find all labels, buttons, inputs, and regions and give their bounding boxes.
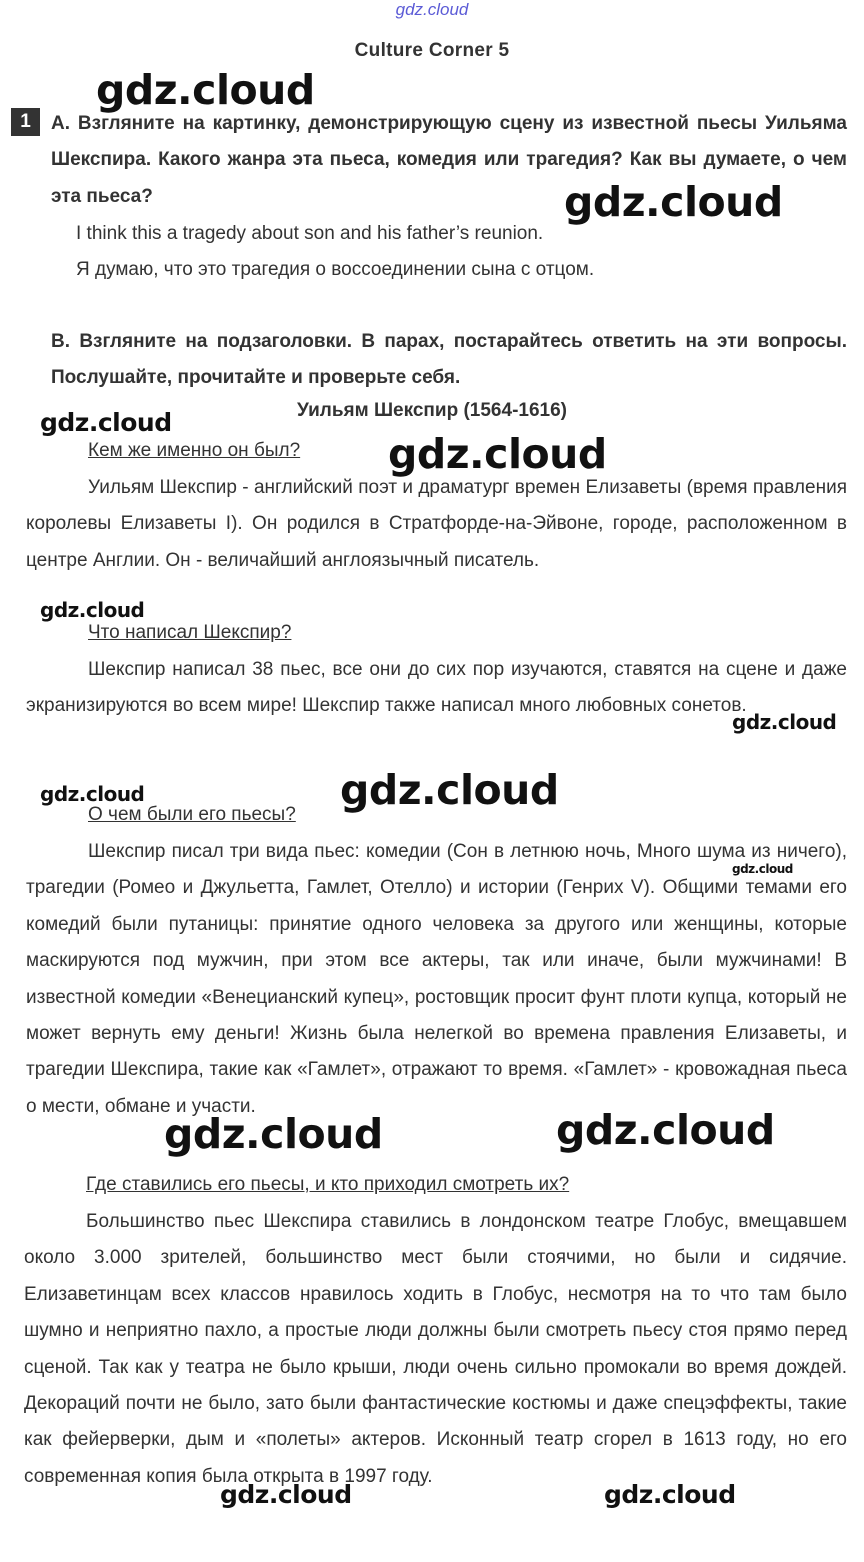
watermark-8: gdz.cloud — [340, 766, 559, 814]
watermark-3: gdz.cloud — [40, 408, 172, 437]
section-text-who-was-he: Уильям Шекспир - английский поэт и драматург времен Елизаветы (время правления королевы Елизаветы I). Он родился в Стратфорде-на-Эйвоне, городе, расположенном в центре Англии. Он - величайший англоязычный писатель. — [26, 477, 847, 571]
watermark-4: gdz.cloud — [388, 430, 607, 478]
section-heading-plays-about: О чем были его пьесы? — [88, 804, 296, 825]
watermark-11: gdz.cloud — [556, 1106, 775, 1154]
site-watermark-top: gdz.cloud — [395, 0, 469, 19]
watermark-9: gdz.cloud — [732, 862, 793, 876]
section-heading-who-was-he: Кем же именно он был? — [88, 440, 301, 461]
exercise-number-badge: 1 — [11, 108, 40, 136]
part-a-answer-ru: Я думаю, что это трагедия о воссоединении сына с отцом. — [76, 259, 595, 280]
watermark-13: gdz.cloud — [604, 1480, 736, 1509]
watermark-1: gdz.cloud — [96, 66, 315, 114]
watermark-5: gdz.cloud — [40, 598, 145, 622]
section-text-where-staged: Большинство пьес Шекспира ставились в лондонском театре Глобус, вмещавшем около 3.000 зрителей, большинство мест были стоячими, но были и сидячие. Елизаветинцам всех классов нравилось ходить в Глобус, несмотря на то что там было шумно и неприятно пахло, а простые люди должны были смотреть пьесу стоя прямо перед сценой. Так как у театра не было крыши, люди очень сильно промокали во время дождей. Декораций почти не было, зато были фантастические костюмы и даже спецэффекты, такие как фейерверки, дым и «полеты» актеров. Исконный театр сгорел в 1613 году, но его современная копия была открыта в 1997 году. — [24, 1211, 847, 1487]
section-heading-where-staged: Где ставились его пьесы, и кто приходил смотреть их? — [86, 1174, 570, 1195]
article-subtitle: Уильям Шекспир (1564-1616) — [297, 400, 567, 421]
page-title: Culture Corner 5 — [354, 40, 510, 61]
watermark-6: gdz.cloud — [732, 710, 837, 734]
section-text-plays-about: Шекспир писал три вида пьес: комедии (Сон в летнюю ночь, Много шума из ничего), трагедии (Ромео и Джульетта, Гамлет, Отелло) и истории (Генрих V). Общими темами его комедий были путаницы: принятие одного человека за другого или женщины, которые маскируются под мужчин, при этом все актеры, так или иначе, были мужчинами! В известной комедии «Венецианский купец», ростовщик просит фунт плоти купца, который не может вернуть ему деньги! Жизнь была нелегкой во времена правления Елизаветы, и трагедии Шекспира, такие как «Гамлет», отражают то время. «Гамлет» - кровожадная пьеса о мести, обмане и участи. — [26, 841, 847, 1117]
section-text-what-he-wrote: Шекспир написал 38 пьес, все они до сих пор изучаются, ставятся на сцене и даже экранизируются во всем мире! Шекспир также написал много любовных сонетов. — [26, 659, 847, 717]
part-a-answer-en: I think this a tragedy about son and his father’s reunion. — [76, 223, 544, 244]
watermark-12: gdz.cloud — [220, 1480, 352, 1509]
section-heading-what-he-wrote: Что написал Шекспир? — [88, 622, 292, 643]
watermark-7: gdz.cloud — [40, 782, 145, 806]
watermark-10: gdz.cloud — [164, 1110, 383, 1158]
watermark-2: gdz.cloud — [564, 178, 783, 226]
part-b-question: B. Взгляните на подзаголовки. В парах, постарайтесь ответить на эти вопросы. Послушайте, прочитайте и проверьте себя. — [51, 331, 847, 389]
part-a-question: A. Взгляните на картинку, демонстрирующую сцену из известной пьесы Уильяма Шекспира. Какого жанра эта пьеса, комедия или трагедия? Как вы думаете, о чем эта пьеса? — [51, 113, 847, 207]
